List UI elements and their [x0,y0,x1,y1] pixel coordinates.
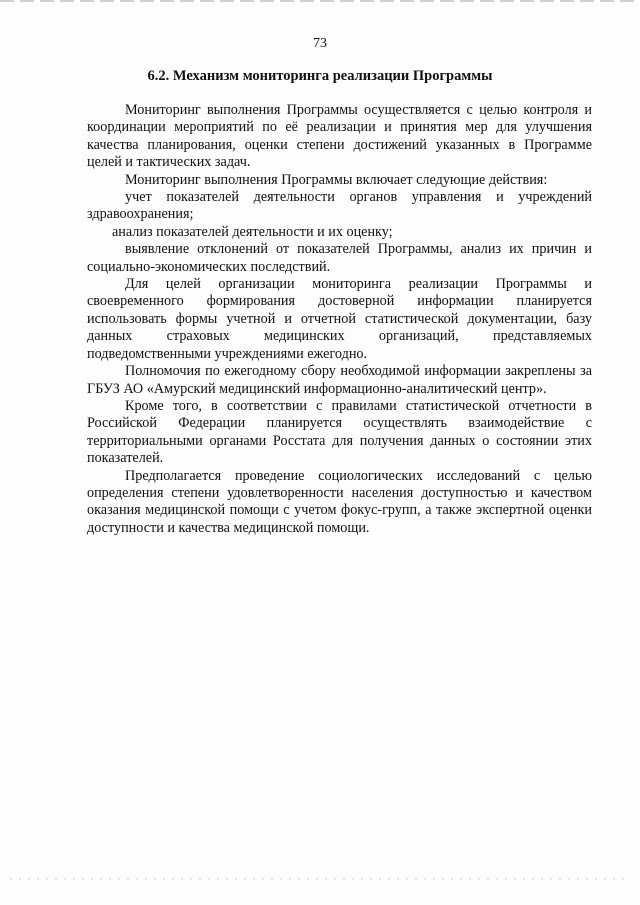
paragraph-action-analysis: анализ показателей деятельности и их оценку; [112,223,393,240]
section-body [87,102,592,537]
paragraph-monitoring-purpose: Мониторинг выполнения Программы осуществляется с целью контроля и координации мероприятий по её реализации и принятия мер для улучшения качества планирования, оценки степени достижений указанных в Программе целей и тактических задач. [87,102,592,171]
page-number: 73 [313,36,327,51]
paragraph-monitoring-actions: Мониторинг выполнения Программы включает следующие действия: [125,171,548,188]
paragraph-data-sources: Для целей организации мониторинга реализации Программы и своевременного формирования достоверной информации планируется использовать формы учетной и отчетной статистической документации, базу данных страховых медицинских организаций, представляемых подведомственными учреждениями ежегодно. [87,276,592,362]
section-heading: 6.2. Механизм мониторинга реализации Программы [147,68,493,84]
paragraph-action-deviations: выявление отклонений от показателей Программы, анализ их причин и социально-экономических последствий. [87,241,592,275]
scan-edge-bottom [10,878,630,880]
paragraph-sociological-research: Предполагается проведение социологических исследований с целью определения степени удовлетворенности населения доступностью и качеством оказания медицинской помощи с учетом фокус-групп, а также экспертной оценки доступности и качества медицинской помощи. [87,467,592,536]
scan-edge-top [0,0,640,2]
paragraph-authority: Полномочия по ежегодному сбору необходимой информации закреплены за ГБУЗ АО «Амурский медицинский информационно-аналитический центр». [87,363,592,397]
paragraph-action-accounting: учет показателей деятельности органов управления и учреждений здравоохранения; [87,189,592,223]
paragraph-rosstat: Кроме того, в соответствии с правилами статистической отчетности в Российской Федерации планируется осуществлять взаимодействие с территориальными органами Росстата для получения данных о состоянии этих показателей. [87,397,592,467]
